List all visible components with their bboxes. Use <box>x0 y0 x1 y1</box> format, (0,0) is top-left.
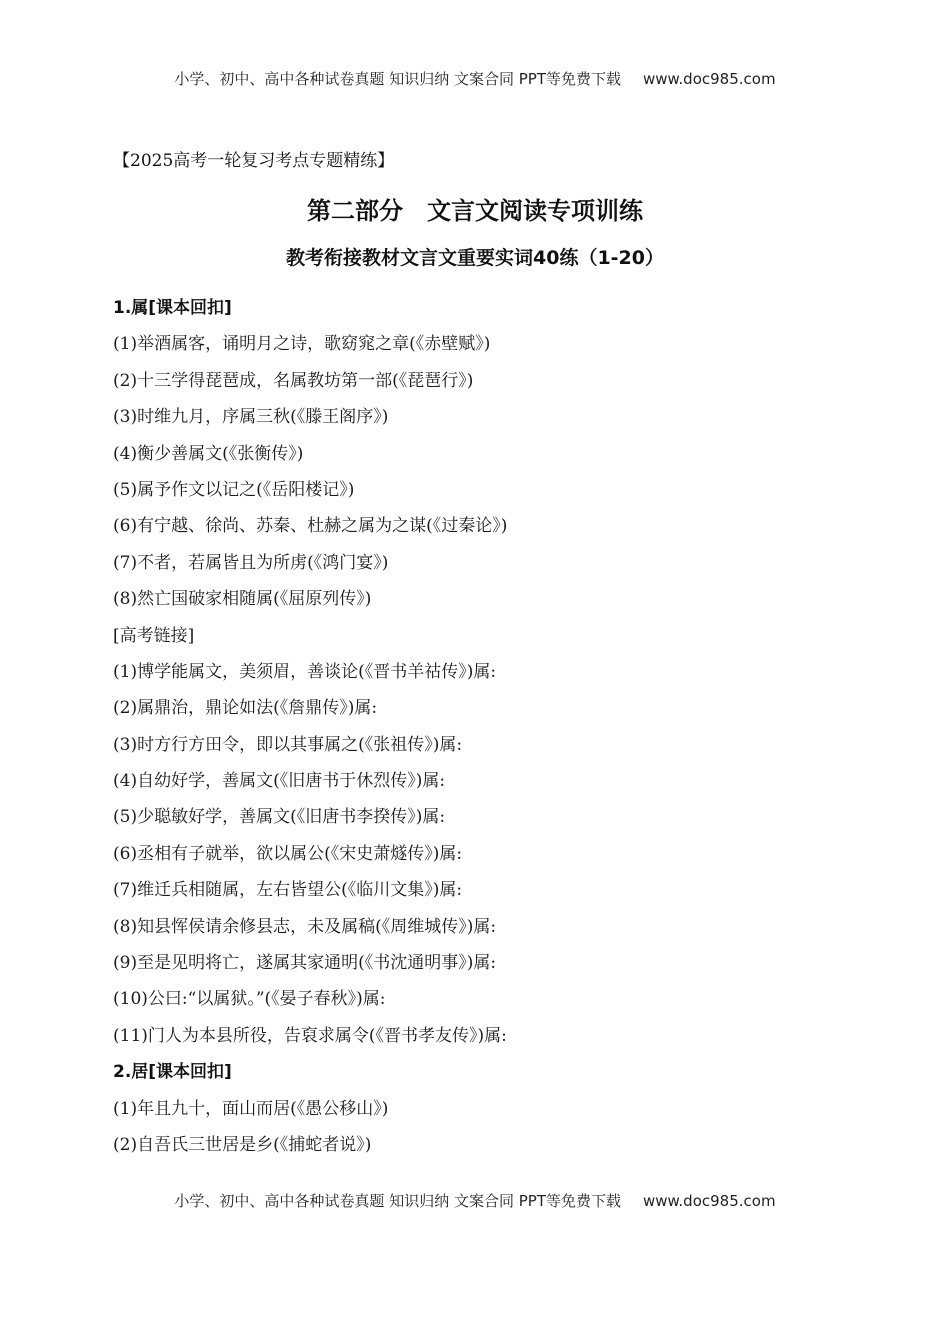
text-line: (1)举酒属客，诵明月之诗，歌窈窕之章(《赤壁赋》) <box>113 334 491 355</box>
text-line: (4)衡少善属文(《张衡传》) <box>113 443 304 464</box>
part-title: 第二部分 文言文阅读专项训练 <box>307 197 643 225</box>
text-line: (11)门人为本县所役，告裒求属令(《晋书孝友传》)属: <box>113 1025 507 1046</box>
section-heading: 2.居[课本回扣] <box>113 1062 232 1083</box>
header-text: 小学、初中、高中各种试卷真题 知识归纳 文案合同 PPT等免费下载 <box>174 70 621 88</box>
footer-text: 小学、初中、高中各种试卷真题 知识归纳 文案合同 PPT等免费下载 <box>174 1192 621 1210</box>
text-line: (10)公曰:“以属狱。”(《晏子春秋》)属: <box>113 989 386 1010</box>
text-line: (9)至是见明将亡，遂属其家通明(《书沈通明事》)属: <box>113 953 497 974</box>
series-label: 【2025高考一轮复习考点专题精练】 <box>113 151 395 171</box>
text-line: (8)知县恽侯请余修县志，未及属稿(《周维城传》)属: <box>113 916 497 937</box>
text-line: (2)十三学得琵琶成，名属教坊第一部(《琵琶行》) <box>113 370 474 391</box>
text-line: (3)时维九月，序属三秋(《滕王阁序》) <box>113 407 389 428</box>
text-line: (4)自幼好学，善属文(《旧唐书于休烈传》)属: <box>113 771 446 792</box>
page-header <box>0 68 950 89</box>
text-line: (6)有宁越、徐尚、苏秦、杜赫之属为之谋(《过秦论》) <box>113 516 508 537</box>
text-line: (8)然亡国破家相随属(《屈原列传》) <box>113 589 372 610</box>
text-line: (1)博学能属文，美须眉，善谈论(《晋书羊祜传》)属: <box>113 661 497 682</box>
section-heading: 1.属[课本回扣] <box>113 298 232 318</box>
text-line: (5)少聪敏好学，善属文(《旧唐书李揆传》)属: <box>113 807 446 828</box>
text-line: (3)时方行方田令，即以其事属之(《张祖传》)属: <box>113 734 463 755</box>
text-line: (5)属予作文以记之(《岳阳楼记》) <box>113 479 355 500</box>
footer-site-link[interactable]: www.doc985.com <box>642 1192 776 1210</box>
text-line: (7)不者，若属皆且为所虏(《鸿门宴》) <box>113 552 389 573</box>
text-line: (6)丞相有子就举，欲以属公(《宋史萧燧传》)属: <box>113 843 463 864</box>
text-line: (1)年且九十，面山而居(《愚公移山》) <box>113 1098 389 1119</box>
text-line: (2)自吾氏三世居是乡(《捕蛇者说》) <box>113 1134 372 1155</box>
text-line: (2)属鼎治，鼎论如法(《詹鼎传》)属: <box>113 698 378 719</box>
sub-title: 教考衔接教材文言文重要实词40练（1-20） <box>286 247 664 269</box>
subsection-label: [高考链接] <box>113 625 195 646</box>
header-site-link[interactable]: www.doc985.com <box>642 70 776 88</box>
text-line: (7)维迁兵相随属，左右皆望公(《临川文集》)属: <box>113 880 463 901</box>
document-body <box>113 290 853 1163</box>
page-footer <box>0 1190 950 1211</box>
